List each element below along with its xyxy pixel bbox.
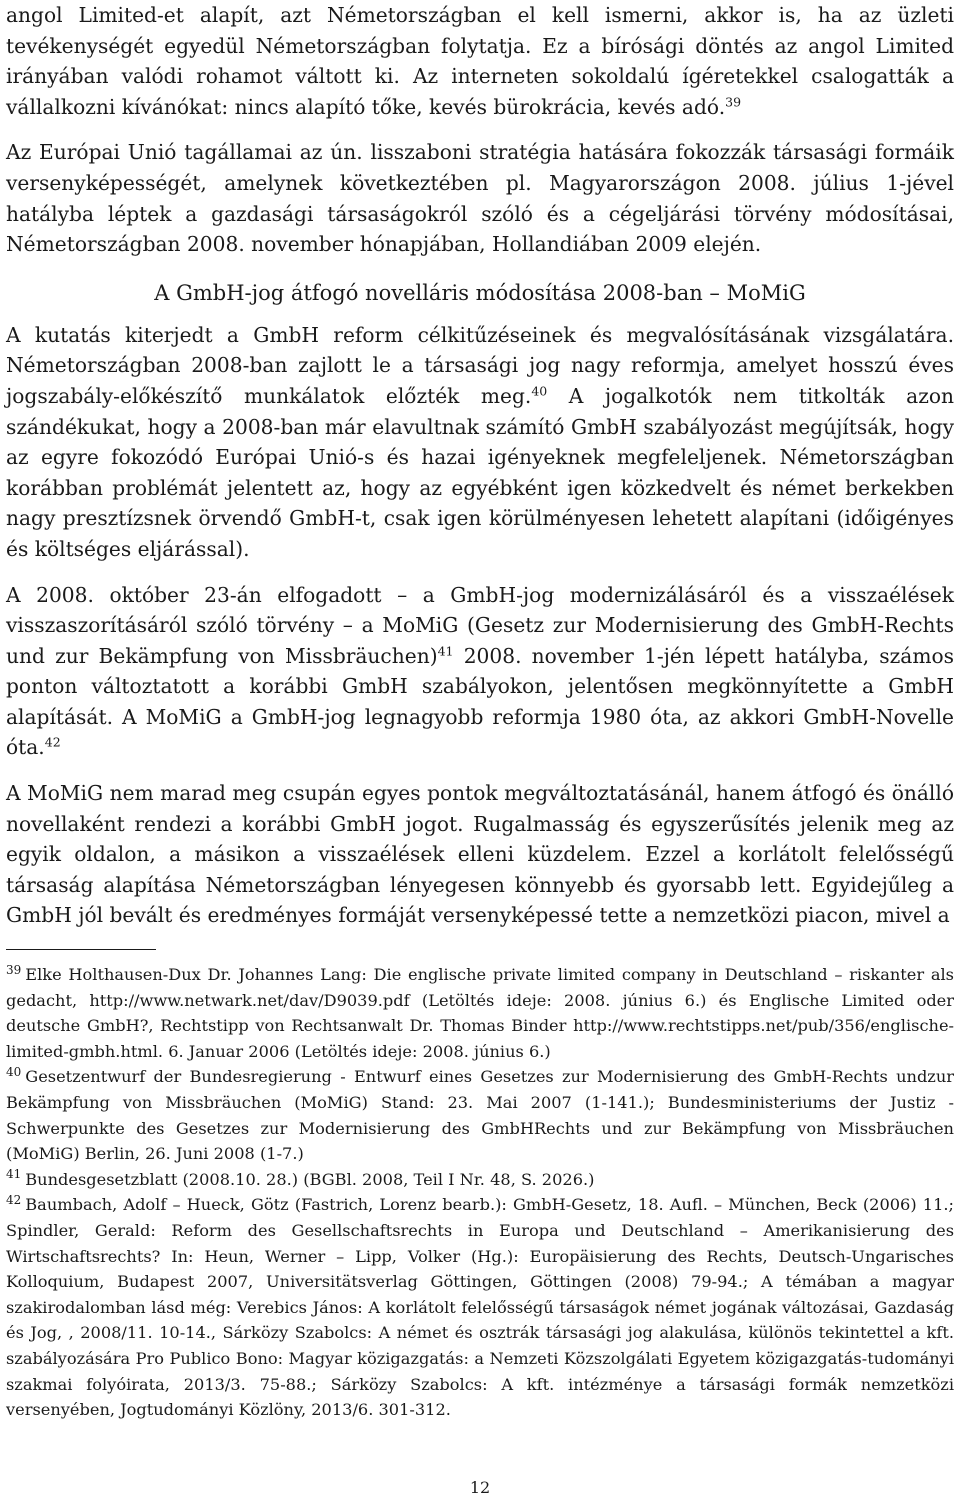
footnote-39 <box>6 962 954 1064</box>
footnotes <box>6 962 954 1423</box>
footnote-ref-41[interactable]: 41 <box>437 642 454 658</box>
paragraph-momig-scope: A MoMiG nem marad meg csupán egyes pontok megváltoztatásánál, hanem átfogó és önálló novellaként rendezi a korábbi GmbH jogot. Rugalmasság és egyszerűsítés jelenik meg az egyik oldalon, a másikon a visszaélések elleni küzdelem. Ezzel a korlátolt felelősségű társaság alapítása Németországban lényegesen könnyebb és gyorsabb lett. Egyidejűleg a GmbH jól bevált és eredményes formáját versenyképessé tette a nemzetközi piacon, mivel a <box>6 781 954 928</box>
document-page <box>6 0 954 1423</box>
footnote-number: 39 <box>6 962 22 977</box>
footnote-41 <box>6 1167 954 1193</box>
paragraph-text: angol Limited-et alapít, azt Németországban el kell ismerni, akkor is, ha az üzleti tevékenységét egyedül Németországban folytatja. Ez a bírósági döntés az angol Limited irányában valódi rohamot váltott ki. Az interneten sokoldalú ígéretekkel csalogatták a vállalkozni kívánókat: nincs alapító tőke, kevés bürokrácia, kevés adó. <box>6 3 954 119</box>
paragraph-momig-law <box>6 580 954 764</box>
footnote-42 <box>6 1192 954 1422</box>
paragraph-text: 2008. november 1-jén lépett hatályba, számos ponton változtatott a korábbi GmbH szabályokon, jelentősen megkönnyítette a GmbH alapítását. A MoMiG a GmbH-jog legnagyobb reformja 1980 óta, az akkori GmbH-Novelle óta. <box>6 643 954 760</box>
paragraph-research <box>6 320 954 565</box>
footnote-separator <box>6 949 156 950</box>
paragraph-limited <box>6 0 954 122</box>
section-heading: A GmbH-jog átfogó novelláris módosítása 2008-ban – MoMiG <box>154 280 806 305</box>
footnote-ref-42[interactable]: 42 <box>44 734 61 750</box>
footnote-number: 41 <box>6 1167 22 1182</box>
footnote-text: Bundesgesetzblatt (2008.10. 28.) (BGBl. 2008, Teil I Nr. 48, S. 2026.) <box>25 1169 595 1189</box>
footnote-text: Elke Holthausen-Dux Dr. Johannes Lang: Die englische private limited company in Deutschland – riskanter als gedacht, http://www.netwark.net/dav/D9039.pdf (Letöltés ideje: 2008. június 6.) és Englische Limited oder deutsche GmbH?, Rechtstipp von Rechtsanwalt Dr. Thomas Binder http://www.rechtstipps.net/pub/356/englische-limited-gmbh.html. 6. Januar 2006 (Letöltés ideje: 2008. június 6.) <box>6 965 954 1061</box>
footnote-ref-40[interactable]: 40 <box>531 383 548 399</box>
footnote-text: Baumbach, Adolf – Hueck, Götz (Fastrich, Lorenz bearb.): GmbH-Gesetz, 18. Aufl. – München, Beck (2006) 11.; Spindler, Gerald: Reform des Gesellschaftsrechts in Europa und Deutschland – Amerikanisierung des Wirtschaftsrechts? In: Heun, Werner – Lipp, Volker (Hg.): Europäisierung des Rechts, Deutsch-Ungarisches Kolloquium, Budapest 2007, Universitätsverlag Göttingen, Göttingen (2008) 79-94.; A témában a magyar szakirodalomban lásd még: Verebics János: A korlátolt felelősségű társaságok német jogának változásai, Gazdaság és Jog, , 2008/11. 10-14., Sárközy Szabolcs: A német és osztrák társasági jog alakulása, különös tekintettel a kft. szabályozására Pro Publico Bono: Magyar közigazgatás: a Nemzeti Közszolgálati Egyetem közigazgatás-tudományi szakmai folyóirata, 2013/3. 75-88.; Sárközy Szabolcs: A kft. intézménye a társasági formák nemzetközi versenyében, Jogtudományi Közlöny, 2013/6. 301-312. <box>6 1195 954 1420</box>
footnote-number: 40 <box>6 1065 22 1080</box>
footnote-text: Gesetzentwurf der Bundesregierung - Entwurf eines Gesetzes zur Modernisierung des GmbH-Rechts undzur Bekämpfung von Missbräuchen (MoMiG) Stand: 23. Mai 2007 (1-141.); Bundesministeriums der Justiz - Schwerpunkte des Gesetzes zur Modernisierung des GmbHRechts und zur Bekämpfung von Missbräuchen (MoMiG) Berlin, 26. Juni 2008 (1-7.) <box>6 1067 954 1164</box>
footnote-ref-39[interactable]: 39 <box>725 94 742 110</box>
footnote-number: 42 <box>6 1192 22 1207</box>
paragraph-text: A 2008. október 23-án elfogadott – a GmbH-jog modernizálásáról és a visszaélések visszaszorításáról szóló törvény – a MoMiG (Gesetz zur Modernisierung des GmbH-Rechts und zur Bekämpfung von Missbräuchen) <box>6 582 954 668</box>
paragraph-text: A kutatás kiterjedt a GmbH reform célkitűzéseinek és megvalósításának vizsgálatára. Németországban 2008-ban zajlott le a társasági jog nagy reformja, amelyet hosszú éves jogszabály-előkészítő munkálatok előzték meg. <box>6 322 954 408</box>
footnote-40 <box>6 1064 954 1166</box>
paragraph-text: A jogalkotók nem titkolták azon szándékukat, hogy a 2008-ban már elavultnak számító GmbH szabályozást megújítsák, hogy az egyre fokozódó Európai Unió-s és hazai igényeknek megfeleljenek. Németországban korábban problémát jelentett az, hogy az egyébként igen közkedvelt és német berkekben nagy presztízsnek örvendő GmbH-t, csak igen körülményesen lehetett alapítani (időigényes és költséges eljárással). <box>6 383 954 561</box>
page-number: 12 <box>469 1478 491 1497</box>
paragraph-eu-strategy: Az Európai Unió tagállamai az ún. lisszaboni stratégia hatására fokozzák társasági formáik versenyképességét, amelynek következtében pl. Magyarországon 2008. július 1-jével hatályba léptek a gazdasági társaságokról szóló és a cégeljárási törvény módosításai, Németországban 2008. november hónapjában, Hollandiában 2009 elején. <box>6 140 954 257</box>
